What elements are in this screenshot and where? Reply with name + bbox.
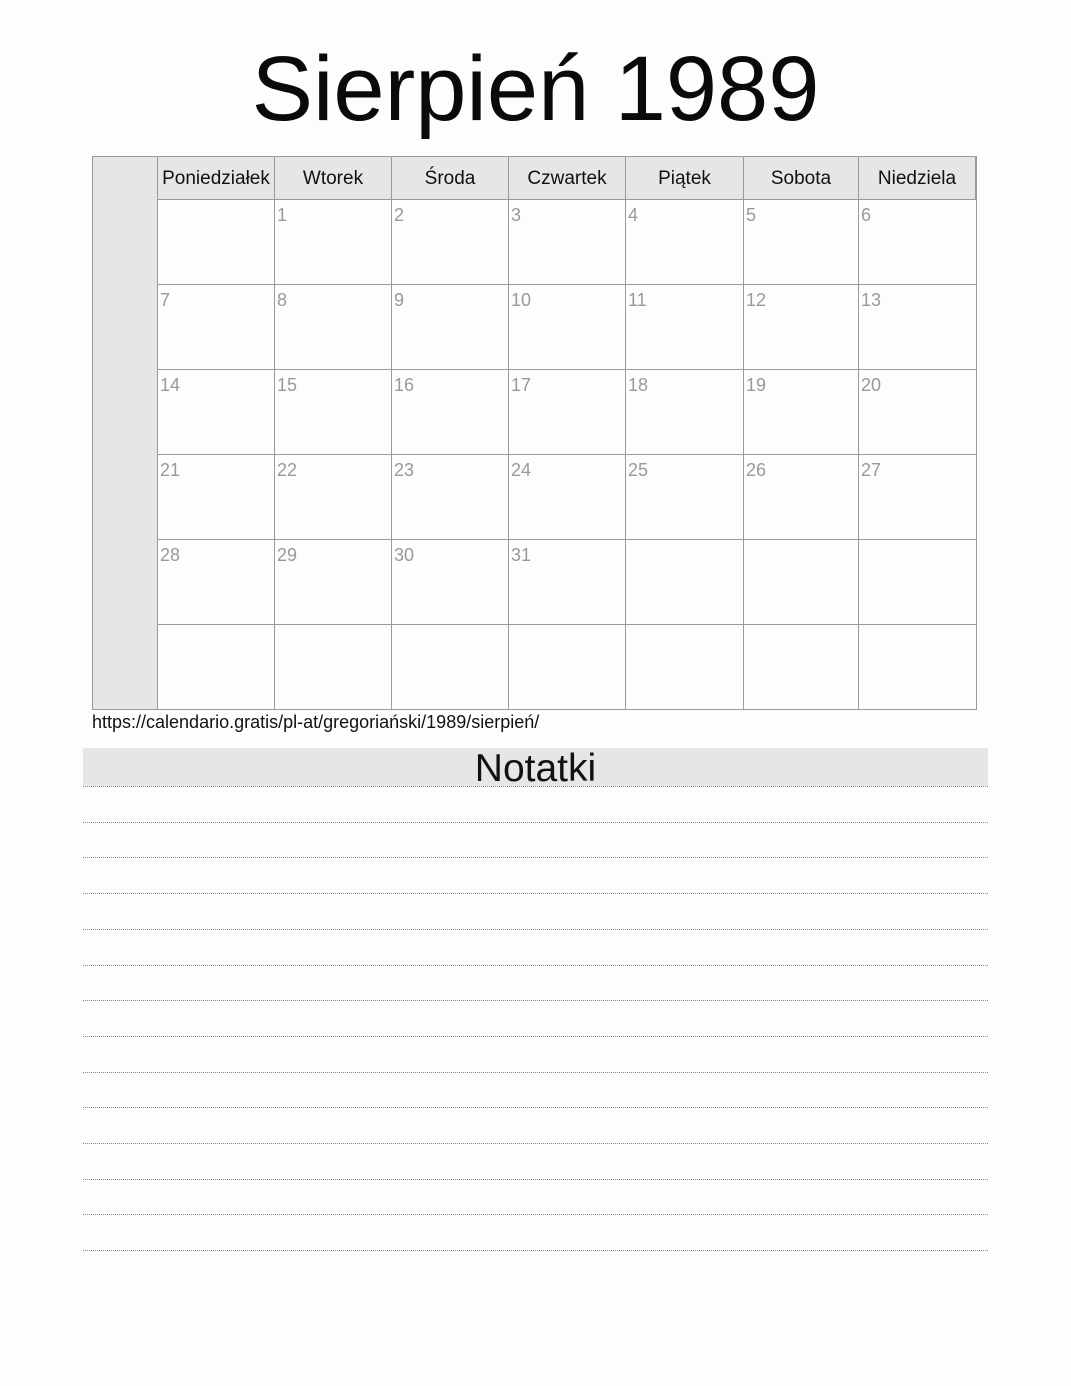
note-line[interactable] (83, 1214, 988, 1215)
day-cell (158, 625, 275, 709)
day-cell (859, 285, 976, 370)
day-cell (744, 455, 859, 540)
day-number: 10 (511, 290, 532, 310)
day-cell (744, 200, 859, 285)
day-number: 2 (394, 205, 405, 225)
note-line[interactable] (83, 929, 988, 930)
weekday-header: Sobota (744, 157, 859, 200)
week-number-column (93, 157, 158, 709)
day-cell (509, 540, 626, 625)
day-cell (158, 540, 275, 625)
day-number: 18 (628, 375, 649, 395)
page-title: Sierpień 1989 (251, 38, 820, 140)
day-cell (509, 285, 626, 370)
note-line[interactable] (83, 857, 988, 858)
day-cell (275, 455, 392, 540)
day-number: 20 (861, 375, 882, 395)
day-number: 23 (394, 460, 415, 480)
day-cell (158, 455, 275, 540)
note-line[interactable] (83, 1250, 988, 1251)
weekday-header: Niedziela (859, 157, 976, 200)
day-number: 5 (746, 205, 757, 225)
day-cell (275, 540, 392, 625)
day-number: 25 (628, 460, 649, 480)
note-line[interactable] (83, 965, 988, 966)
day-cell (859, 540, 976, 625)
day-cell (744, 540, 859, 625)
day-number: 19 (746, 375, 767, 395)
day-number: 30 (394, 545, 415, 565)
day-cell (626, 370, 744, 455)
day-number: 26 (746, 460, 767, 480)
notes-title: Notatki (83, 748, 988, 786)
day-cell (509, 370, 626, 455)
source-url: https://calendario.gratis/pl-at/gregoriański/1989/sierpień/ (92, 712, 540, 732)
day-number: 12 (746, 290, 767, 310)
note-line[interactable] (83, 1072, 988, 1073)
day-cell (859, 625, 976, 709)
day-cell (509, 625, 626, 709)
day-cell (392, 370, 509, 455)
day-number: 14 (160, 375, 181, 395)
calendar-grid (92, 156, 977, 710)
day-cell (859, 370, 976, 455)
note-line[interactable] (83, 1143, 988, 1144)
day-cell (626, 200, 744, 285)
day-cell (392, 625, 509, 709)
day-number: 21 (160, 460, 181, 480)
day-number: 3 (511, 205, 522, 225)
day-cell (158, 200, 275, 285)
weekday-header: Środa (392, 157, 509, 200)
day-number: 1 (277, 205, 288, 225)
day-number: 17 (511, 375, 532, 395)
day-cell (744, 625, 859, 709)
day-cell (626, 540, 744, 625)
day-cell (626, 455, 744, 540)
day-number: 6 (861, 205, 872, 225)
note-line[interactable] (83, 786, 988, 787)
day-cell (626, 625, 744, 709)
weekday-header: Poniedziałek (158, 157, 275, 200)
day-number: 27 (861, 460, 882, 480)
day-cell (275, 200, 392, 285)
day-number: 8 (277, 290, 288, 310)
day-number: 24 (511, 460, 532, 480)
note-line[interactable] (83, 1107, 988, 1108)
day-cell (275, 625, 392, 709)
note-line[interactable] (83, 822, 988, 823)
day-number: 11 (628, 290, 647, 310)
day-cell (392, 540, 509, 625)
day-cell (744, 285, 859, 370)
weekday-header: Piątek (626, 157, 744, 200)
weekday-header: Czwartek (509, 157, 626, 200)
day-number: 29 (277, 545, 298, 565)
weekday-header: Wtorek (275, 157, 392, 200)
note-line[interactable] (83, 1179, 988, 1180)
day-cell (626, 285, 744, 370)
day-cell (859, 200, 976, 285)
day-cell (158, 370, 275, 455)
day-number: 22 (277, 460, 298, 480)
note-line[interactable] (83, 893, 988, 894)
day-number: 4 (628, 205, 639, 225)
day-number: 15 (277, 375, 298, 395)
day-cell (275, 285, 392, 370)
day-cell (158, 285, 275, 370)
day-number: 7 (160, 290, 171, 310)
note-line[interactable] (83, 1000, 988, 1001)
day-number: 13 (861, 290, 882, 310)
day-number: 31 (511, 545, 532, 565)
note-line[interactable] (83, 1036, 988, 1037)
day-cell (859, 455, 976, 540)
day-cell (744, 370, 859, 455)
day-cell (509, 200, 626, 285)
day-cell (275, 370, 392, 455)
day-number: 9 (394, 290, 405, 310)
day-number: 16 (394, 375, 415, 395)
day-cell (392, 200, 509, 285)
day-cell (392, 285, 509, 370)
day-cell (392, 455, 509, 540)
day-number: 28 (160, 545, 181, 565)
day-cell (509, 455, 626, 540)
